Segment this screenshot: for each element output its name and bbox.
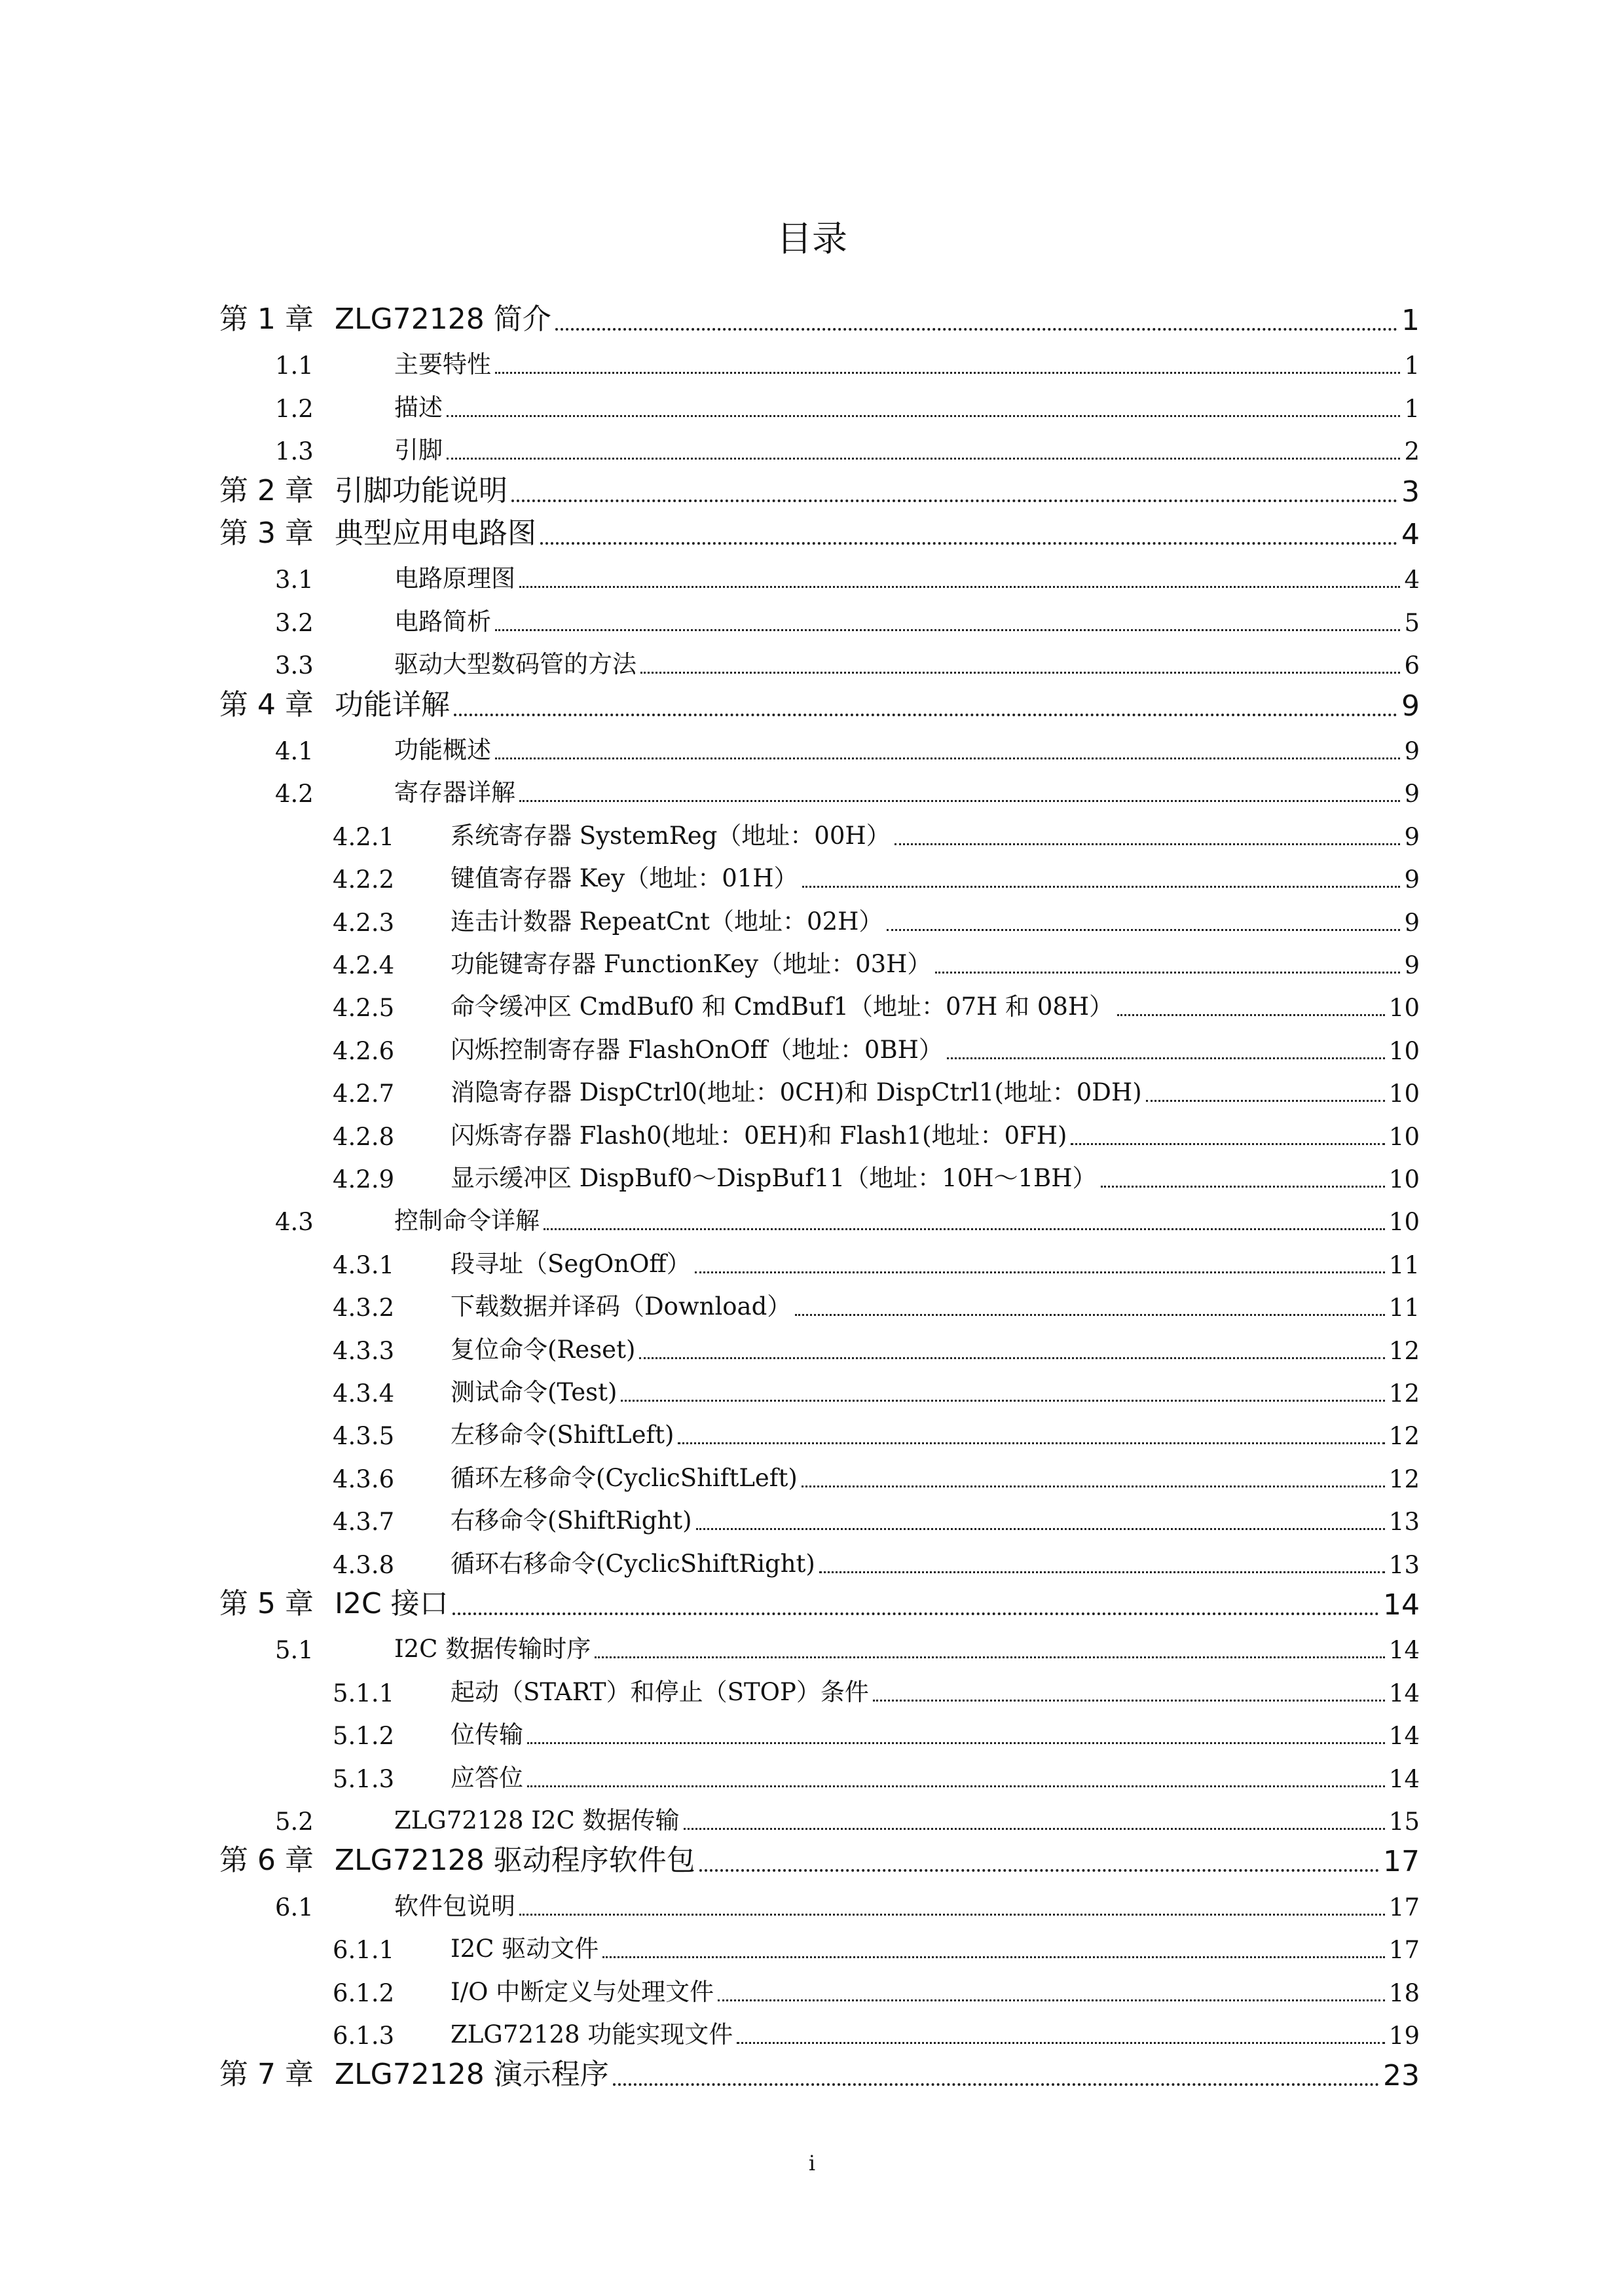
toc-entry-page: 10	[1388, 994, 1420, 1023]
toc-dot-leader	[1071, 1143, 1385, 1145]
toc-dot-leader	[452, 1613, 1379, 1615]
toc-subsection-entry[interactable]	[333, 1754, 1420, 1793]
toc-subsection-entry[interactable]	[333, 1925, 1420, 1964]
toc-entry-page: 23	[1383, 2059, 1420, 2093]
page-title: 目录	[777, 218, 847, 259]
toc-subsection-entry[interactable]	[333, 1026, 1420, 1065]
toc-entry-number: 第 2 章	[219, 473, 314, 507]
toc-subsection-entry[interactable]	[333, 1711, 1420, 1750]
toc-subsection-entry[interactable]	[333, 1326, 1420, 1365]
toc-entry-number: 4.3.6	[333, 1465, 395, 1493]
toc-entry-title: 循环左移命令(CyclicShiftLeft)	[451, 1463, 798, 1492]
toc-entry-page: 6	[1404, 651, 1420, 680]
toc-entry-number: 第 3 章	[219, 517, 314, 550]
toc-entry-page: 12	[1388, 1379, 1420, 1408]
toc-dot-leader	[802, 1485, 1385, 1487]
toc-subsection-entry[interactable]	[333, 940, 1420, 979]
toc-dot-leader	[519, 800, 1400, 802]
toc-subsection-entry[interactable]	[333, 1411, 1420, 1450]
toc-entry-page: 13	[1388, 1508, 1420, 1537]
toc-entry-number: 1.1	[275, 352, 314, 380]
toc-entry-page: 9	[1404, 822, 1420, 851]
toc-entry-page: 3	[1401, 475, 1420, 509]
toc-entry-number: 3.1	[275, 566, 314, 594]
toc-entry-page: 1	[1404, 352, 1420, 380]
toc-dot-leader	[527, 1742, 1385, 1744]
toc-section-entry[interactable]	[275, 340, 1420, 380]
toc-entry-number: 4.2.9	[333, 1165, 395, 1194]
toc-entry-title: 循环右移命令(CyclicShiftRight)	[451, 1549, 815, 1578]
toc-entry-page: 10	[1388, 1208, 1420, 1237]
toc-entry-number: 4.2.4	[333, 951, 395, 979]
toc-dot-leader	[447, 415, 1400, 417]
toc-entry-page: 14	[1388, 1679, 1420, 1707]
toc-entry-number: 4.1	[275, 737, 314, 765]
toc-entry-title: 典型应用电路图	[335, 517, 536, 550]
toc-entry-number: 5.1.1	[333, 1679, 395, 1707]
toc-entry-number: 5.1	[275, 1636, 314, 1665]
toc-entry-page: 4	[1401, 518, 1420, 551]
toc-dot-leader	[802, 886, 1401, 888]
toc-dot-leader	[695, 1271, 1385, 1273]
toc-entry-title: 系统寄存器 SystemReg（地址：00H）	[451, 821, 891, 850]
toc-entry-number: 4.2.8	[333, 1122, 395, 1151]
toc-entry-number: 第 6 章	[219, 1844, 314, 1878]
toc-section-entry[interactable]	[275, 598, 1420, 637]
toc-entry-title: I2C 驱动文件	[451, 1935, 599, 1963]
toc-entry-number: 第 7 章	[219, 2058, 314, 2092]
toc-entry-page: 10	[1388, 1165, 1420, 1194]
toc-entry-page: 9	[1401, 689, 1420, 723]
toc-entry-number: 4.2.3	[333, 908, 395, 937]
toc-entry-page: 2	[1404, 437, 1420, 466]
toc-subsection-entry[interactable]	[333, 1112, 1420, 1151]
toc-entry-title: 起动（START）和停止（STOP）条件	[451, 1677, 869, 1706]
toc-entry-number: 4.2	[275, 780, 314, 809]
toc-entry-page: 9	[1404, 737, 1420, 765]
toc-entry-title: 软件包说明	[394, 1891, 515, 1920]
toc-dot-leader	[678, 1442, 1384, 1444]
toc-entry-number: 6.1.3	[333, 2022, 395, 2050]
toc-entry-number: 4.3.1	[333, 1250, 395, 1279]
toc-subsection-entry[interactable]	[333, 812, 1420, 851]
toc-dot-leader	[935, 972, 1400, 974]
toc-entry-number: 4.3.4	[333, 1379, 395, 1408]
toc-dot-leader	[887, 929, 1400, 931]
toc-dot-leader	[511, 500, 1397, 502]
toc-entry-number: 6.1	[275, 1893, 314, 1922]
toc-dot-leader	[454, 714, 1397, 716]
toc-subsection-entry[interactable]	[333, 898, 1420, 937]
toc-section-entry[interactable]	[275, 1625, 1420, 1664]
toc-subsection-entry[interactable]	[333, 1068, 1420, 1108]
toc-entry-page: 12	[1388, 1336, 1420, 1365]
toc-entry-title: 电路简析	[394, 607, 491, 636]
toc-entry-title: 显示缓冲区 DispBuf0～DispBuf11（地址：10H～1BH）	[451, 1164, 1097, 1192]
toc-entry-page: 1	[1404, 394, 1420, 423]
toc-section-entry[interactable]	[275, 384, 1420, 423]
toc-entry-title: 位传输	[451, 1721, 523, 1749]
toc-dot-leader	[613, 2083, 1379, 2086]
toc-entry-number: 5.1.2	[333, 1722, 395, 1751]
toc-dot-leader	[447, 458, 1400, 460]
toc-dot-leader	[895, 843, 1401, 845]
toc-entry-page: 17	[1388, 1893, 1420, 1922]
toc-subsection-entry[interactable]	[333, 1540, 1420, 1579]
toc-entry-number: 6.1.1	[333, 1936, 395, 1965]
toc-chapter-entry[interactable]	[219, 298, 1420, 337]
toc-entry-title: I2C 数据传输时序	[394, 1635, 591, 1664]
toc-entry-page: 19	[1388, 2022, 1420, 2050]
toc-entry-title: 描述	[394, 393, 443, 422]
toc-entry-title: 左移命令(ShiftLeft)	[451, 1421, 674, 1449]
toc-entry-number: 3.3	[275, 651, 314, 680]
toc-entry-title: 驱动大型数码管的方法	[394, 650, 637, 679]
toc-entry-number: 4.3.3	[333, 1336, 395, 1365]
toc-entry-number: 第 5 章	[219, 1587, 314, 1620]
toc-entry-page: 10	[1388, 1036, 1420, 1065]
toc-dot-leader	[527, 1785, 1385, 1787]
toc-subsection-entry[interactable]	[333, 1283, 1420, 1322]
toc-section-entry[interactable]	[275, 426, 1420, 465]
toc-entry-page: 9	[1404, 780, 1420, 809]
toc-dot-leader	[495, 629, 1400, 631]
toc-entry-number: 4.3.2	[333, 1294, 395, 1322]
toc-entry-title: 命令缓冲区 CmdBuf0 和 CmdBuf1（地址：07H 和 08H）	[451, 993, 1114, 1021]
toc-dot-leader	[555, 328, 1397, 331]
toc-dot-leader	[595, 1656, 1385, 1658]
toc-entry-title: 键值寄存器 Key（地址：01H）	[451, 864, 798, 893]
toc-subsection-entry[interactable]	[333, 2011, 1420, 2050]
toc-dot-leader	[640, 672, 1400, 674]
toc-entry-title: 连击计数器 RepeatCnt（地址：02H）	[451, 907, 883, 936]
toc-entry-page: 9	[1404, 866, 1420, 894]
toc-entry-title: 闪烁寄存器 Flash0(地址：0EH)和 Flash1(地址：0FH)	[451, 1121, 1067, 1150]
toc-entry-title: ZLG72128 简介	[335, 302, 551, 336]
toc-entry-page: 12	[1388, 1465, 1420, 1493]
toc-entry-number: 4.3.7	[333, 1508, 395, 1537]
toc-dot-leader	[684, 1828, 1385, 1830]
toc-dot-leader	[718, 1999, 1385, 2001]
toc-dot-leader	[519, 1914, 1385, 1916]
toc-entry-number: 4.2.5	[333, 994, 395, 1023]
toc-entry-page: 5	[1404, 608, 1420, 637]
toc-dot-leader	[639, 1357, 1385, 1359]
toc-subsection-entry[interactable]	[333, 1668, 1420, 1707]
toc-entry-page: 14	[1388, 1722, 1420, 1751]
toc-dot-leader	[495, 757, 1400, 759]
toc-subsection-entry[interactable]	[333, 983, 1420, 1022]
toc-entry-title: 复位命令(Reset)	[451, 1335, 636, 1364]
toc-entry-page: 17	[1383, 1845, 1420, 1879]
toc-entry-page: 11	[1388, 1294, 1420, 1322]
toc-entry-title: 段寻址（SegOnOff）	[451, 1249, 691, 1278]
toc-section-entry[interactable]	[275, 1796, 1420, 1836]
toc-subsection-entry[interactable]	[333, 1368, 1420, 1408]
toc-dot-leader	[621, 1400, 1384, 1402]
toc-entry-number: 第 4 章	[219, 687, 314, 721]
toc-entry-page: 10	[1388, 1122, 1420, 1151]
toc-entry-page: 12	[1388, 1422, 1420, 1451]
toc-dot-leader	[795, 1314, 1385, 1316]
toc-section-entry[interactable]	[275, 640, 1420, 680]
toc-chapter-entry[interactable]	[219, 683, 1420, 723]
toc-entry-page: 4	[1404, 566, 1420, 594]
toc-dot-leader	[602, 1956, 1385, 1958]
page-number-footer: i	[808, 2151, 816, 2176]
toc-entry-page: 18	[1388, 1978, 1420, 2007]
toc-section-entry[interactable]	[275, 555, 1420, 594]
toc-entry-number: 1.3	[275, 437, 314, 466]
toc-entry-page: 14	[1388, 1636, 1420, 1665]
toc-entry-page: 17	[1388, 1936, 1420, 1965]
toc-dot-leader	[1146, 1100, 1385, 1102]
toc-dot-leader	[873, 1700, 1385, 1702]
toc-dot-leader	[819, 1571, 1385, 1573]
toc-subsection-entry[interactable]	[333, 1497, 1420, 1536]
toc-entry-number: 5.2	[275, 1808, 314, 1836]
toc-entry-number: 4.2.7	[333, 1080, 395, 1108]
toc-entry-number: 5.1.3	[333, 1764, 395, 1793]
toc-dot-leader	[495, 372, 1400, 374]
toc-dot-leader	[519, 586, 1400, 588]
toc-entry-title: 消隐寄存器 DispCtrl0(地址：0CH)和 DispCtrl1(地址：0DH)	[451, 1078, 1142, 1107]
toc-dot-leader	[737, 2042, 1385, 2044]
toc-chapter-entry[interactable]	[219, 1839, 1420, 1878]
toc-entry-page: 9	[1404, 908, 1420, 937]
toc-subsection-entry[interactable]	[333, 1154, 1420, 1194]
toc-entry-title: 功能详解	[335, 687, 450, 721]
toc-subsection-entry[interactable]	[333, 1240, 1420, 1279]
toc-entry-number: 4.2.2	[333, 866, 395, 894]
toc-section-entry[interactable]	[275, 1197, 1420, 1236]
toc-entry-title: 引脚	[394, 436, 443, 465]
toc-entry-page: 10	[1388, 1080, 1420, 1108]
toc-dot-leader	[540, 542, 1397, 545]
toc-entry-page: 14	[1383, 1588, 1420, 1622]
toc-dot-leader	[696, 1528, 1385, 1530]
toc-entry-number: 4.2.6	[333, 1036, 395, 1065]
toc-entry-title: 下载数据并译码（Download）	[451, 1292, 792, 1321]
toc-entry-number: 4.3.8	[333, 1550, 395, 1579]
toc-entry-title: 功能概述	[394, 736, 491, 764]
toc-entry-number: 4.2.1	[333, 822, 395, 851]
toc-entry-number: 4.3	[275, 1208, 314, 1237]
toc-dot-leader	[1117, 1014, 1385, 1016]
toc-entry-number: 第 1 章	[219, 302, 314, 336]
toc-entry-title: ZLG72128 驱动程序软件包	[335, 1844, 695, 1878]
toc-entry-page: 11	[1388, 1250, 1420, 1279]
toc-entry-page: 1	[1401, 304, 1420, 337]
toc-entry-title: 测试命令(Test)	[451, 1378, 618, 1406]
toc-entry-title: 寄存器详解	[394, 778, 515, 807]
toc-entry-title: 右移命令(ShiftRight)	[451, 1506, 692, 1535]
toc-section-entry[interactable]	[275, 769, 1420, 808]
toc-entry-title: 功能键寄存器 FunctionKey（地址：03H）	[451, 950, 932, 978]
toc-chapter-entry[interactable]	[219, 1582, 1420, 1622]
toc-entry-title: ZLG72128 I2C 数据传输	[394, 1806, 680, 1834]
toc-dot-leader	[699, 1869, 1379, 1872]
toc-entry-page: 14	[1388, 1764, 1420, 1793]
toc-dot-leader	[544, 1228, 1385, 1230]
toc-entry-title: 控制命令详解	[394, 1207, 540, 1235]
toc-chapter-entry[interactable]	[219, 512, 1420, 551]
toc-entry-title: 闪烁控制寄存器 FlashOnOff（地址：0BH）	[451, 1035, 943, 1064]
toc-entry-page: 9	[1404, 951, 1420, 979]
toc-subsection-entry[interactable]	[333, 854, 1420, 894]
toc-entry-title: 引脚功能说明	[335, 473, 507, 507]
toc-entry-number: 1.2	[275, 394, 314, 423]
toc-chapter-entry[interactable]	[219, 2053, 1420, 2092]
toc-entry-number: 6.1.2	[333, 1978, 395, 2007]
toc-entry-title: I2C 接口	[335, 1587, 449, 1620]
toc-chapter-entry[interactable]	[219, 469, 1420, 509]
toc-entry-page: 15	[1388, 1808, 1420, 1836]
toc-section-entry[interactable]	[275, 726, 1420, 765]
toc-dot-leader	[947, 1057, 1385, 1059]
toc-entry-title: 电路原理图	[394, 564, 515, 593]
toc-entry-number: 4.3.5	[333, 1422, 395, 1451]
toc-entry-number: 3.2	[275, 608, 314, 637]
toc-section-entry[interactable]	[275, 1882, 1420, 1922]
toc-entry-title: I/O 中断定义与处理文件	[451, 1977, 714, 2006]
toc-entry-title: ZLG72128 演示程序	[335, 2058, 609, 2092]
toc-subsection-entry[interactable]	[333, 1968, 1420, 2007]
toc-entry-title: 应答位	[451, 1763, 523, 1792]
toc-dot-leader	[1101, 1186, 1385, 1188]
toc-entry-title: 主要特性	[394, 350, 491, 379]
toc-entry-title: ZLG72128 功能实现文件	[451, 2020, 733, 2049]
toc-entry-page: 13	[1388, 1550, 1420, 1579]
toc-subsection-entry[interactable]	[333, 1454, 1420, 1493]
